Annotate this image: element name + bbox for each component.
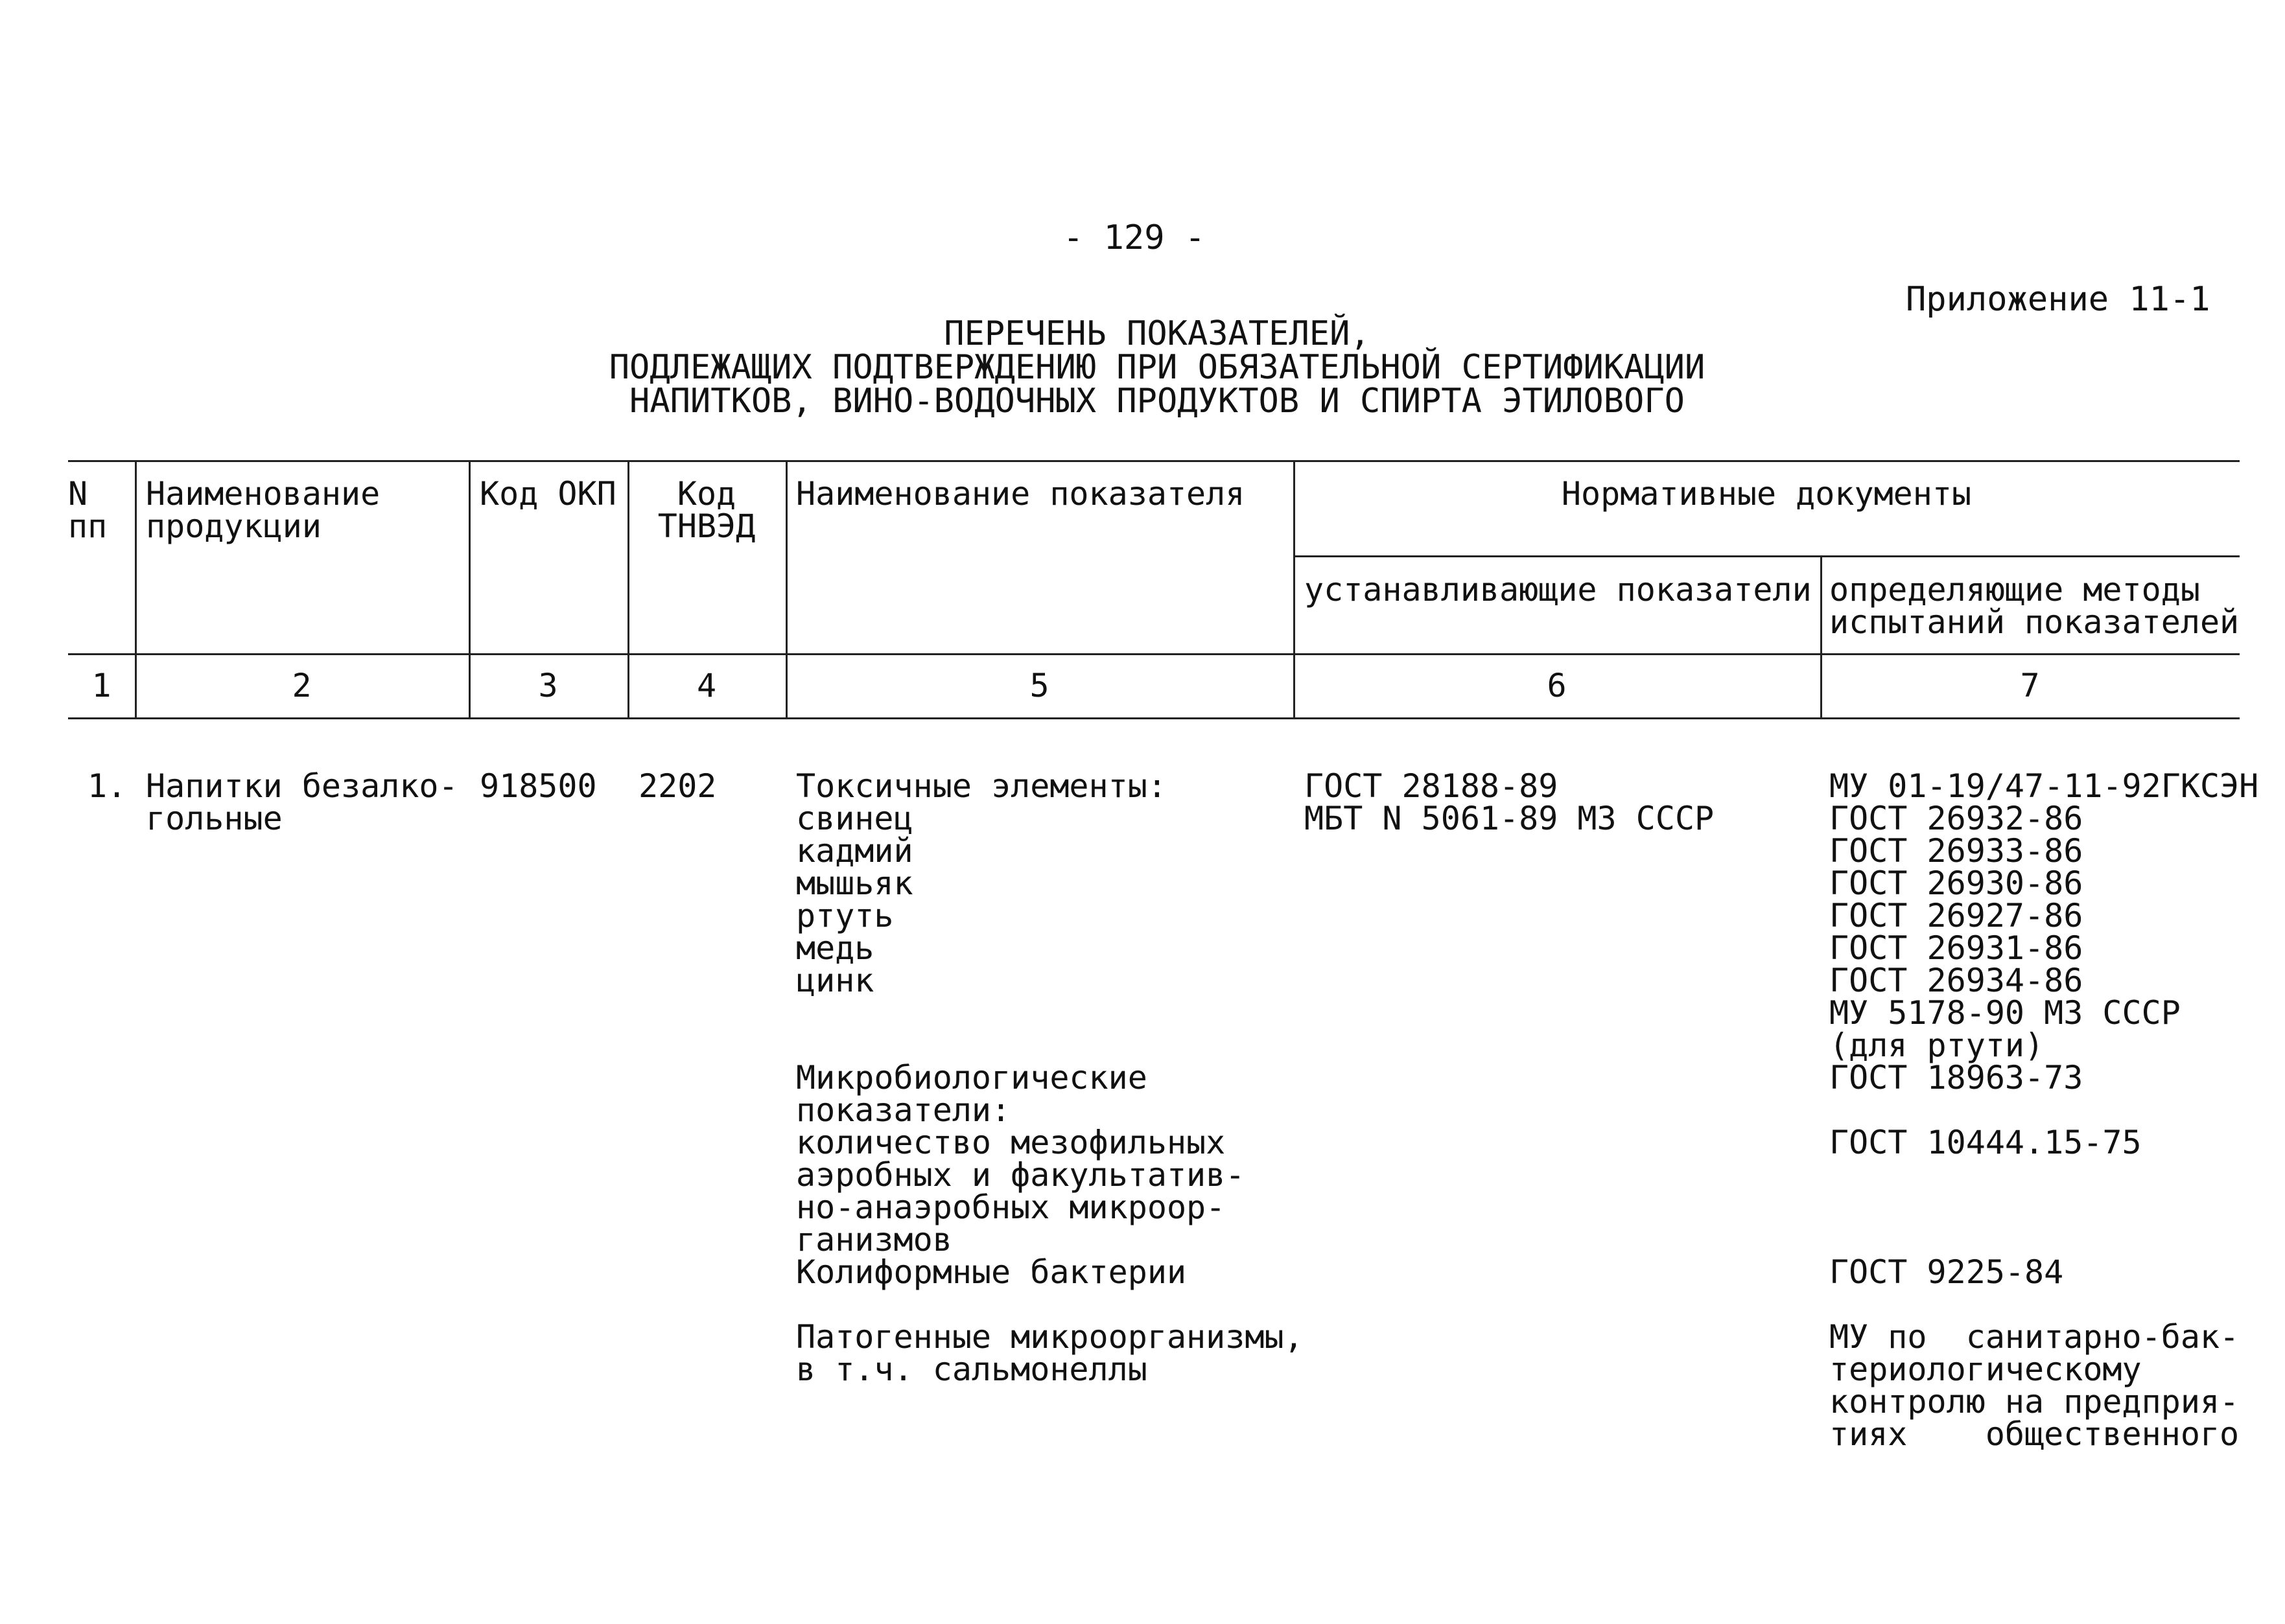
indicator-line: ганизмов [796, 1221, 952, 1259]
header-product-line-2: продукции [146, 507, 322, 545]
colnum-5: 5 [1029, 667, 1049, 704]
header-product [146, 475, 381, 545]
header-bottom-border [68, 653, 2240, 655]
method-line: ГОСТ 9225-84 [1829, 1253, 2064, 1291]
document-title-line-3: НАПИТКОВ, ВИНО-ВОДОЧНЫХ ПРОДУКТОВ И СПИРТА ЭТИЛОВОГО [629, 382, 1685, 421]
header-tnved-line-1: Код [677, 475, 736, 513]
header-num-line-2: пп [68, 507, 108, 545]
method-line: МУ 01-19/47-11-92ГКСЭН [1829, 767, 2259, 805]
colnum-2: 2 [292, 667, 312, 704]
method-line [1829, 1159, 2258, 1191]
method-line: МУ 5178-90 МЗ СССР [1829, 994, 2181, 1032]
indicator-line: Токсичные элементы: [796, 767, 1167, 805]
method-line: ГОСТ 26933-86 [1829, 832, 2083, 870]
row-indicators [796, 767, 1304, 1388]
document-title-line-2: ПОДЛЕЖАЩИХ ПОДТВЕРЖДЕНИЮ ПРИ ОБЯЗАТЕЛЬНОЙ СЕРТИФИКАЦИИ [609, 348, 1705, 387]
header-establishing: устанавливающие показатели [1304, 571, 1812, 609]
establishing-line: МБТ N 5061-89 МЗ СССР [1304, 800, 1715, 837]
method-line: (для ртути) [1829, 1027, 2045, 1064]
indicator-line: количество мезофильных [796, 1124, 1226, 1161]
method-line [1829, 1288, 2258, 1321]
indicator-line: ртуть [796, 897, 894, 934]
indicator-line: Колиформные бактерии [796, 1253, 1187, 1291]
method-line: контролю на предприя- [1829, 1383, 2240, 1421]
method-line: териологическому [1829, 1351, 2142, 1388]
colnum-7: 7 [2020, 667, 2040, 704]
header-methods [1829, 571, 2240, 641]
method-line: тиях общественного [1829, 1415, 2240, 1453]
indicator-line: свинец [796, 800, 913, 837]
colnum-3: 3 [538, 667, 558, 704]
normdocs-sub-border [1293, 555, 2240, 557]
indicator-line: цинк [796, 962, 874, 999]
row-num: 1. [88, 767, 127, 805]
indicator-line: показатели: [796, 1091, 1011, 1129]
table-top-border [68, 460, 2240, 462]
indicator-line: Патогенные микроорганизмы, [796, 1318, 1304, 1356]
method-line: ГОСТ 26934-86 [1829, 962, 2083, 999]
method-line: ГОСТ 26927-86 [1829, 897, 2083, 934]
colnum-6: 6 [1547, 667, 1567, 704]
header-tnved-line-2: ТНВЭД [657, 507, 756, 545]
indicator-line: Микробиологические [796, 1059, 1147, 1096]
indicator-line: но-анаэробных микроор- [796, 1189, 1226, 1226]
method-line [1829, 1094, 2258, 1126]
header-okp: Код ОКП [480, 475, 616, 513]
method-line: ГОСТ 26930-86 [1829, 864, 2083, 902]
indicator-line [796, 997, 1304, 1029]
method-line [1829, 1224, 2258, 1256]
establishing-line: ГОСТ 28188-89 [1304, 767, 1558, 805]
indicator-line: медь [796, 929, 874, 967]
row-establishing [1304, 767, 1715, 837]
colnum-bottom-border [68, 717, 2240, 719]
header-normdocs: Нормативные документы [1561, 475, 1972, 513]
header-indicator: Наименование показателя [796, 475, 1245, 513]
row-product-line-2: гольные [146, 800, 283, 837]
method-line: ГОСТ 18963-73 [1829, 1059, 2083, 1096]
indicator-line: кадмий [796, 832, 913, 870]
indicator-line: в т.ч. сальмонеллы [796, 1351, 1147, 1388]
header-tnved [627, 475, 786, 545]
header-num-line-1: N [68, 475, 88, 513]
indicator-line: аэробных и факультатив- [796, 1156, 1245, 1194]
colnum-4: 4 [696, 667, 717, 704]
header-num [68, 475, 108, 545]
row-tnved: 2202 [639, 767, 717, 805]
row-methods [1829, 767, 2259, 1453]
method-line [1829, 1191, 2258, 1224]
header-methods-line-1: определяющие методы [1829, 571, 2200, 609]
row-okp: 918500 [480, 767, 597, 805]
appendix-label: Приложение 11-1 [1906, 280, 2210, 319]
row-product [146, 767, 458, 837]
indicator-line [796, 1288, 1304, 1321]
method-line: ГОСТ 26931-86 [1829, 929, 2083, 967]
header-product-line-1: Наименование [146, 475, 381, 513]
row-product-line-1: Напитки безалко- [146, 767, 458, 805]
document-title-line-1: ПЕРЕЧЕНЬ ПОКАЗАТЕЛЕЙ, [944, 314, 1370, 353]
indicator-line [796, 1029, 1304, 1061]
header-methods-line-2: испытаний показателей [1829, 603, 2240, 641]
method-line: МУ по санитарно-бак- [1829, 1318, 2240, 1356]
method-line: ГОСТ 10444.15-75 [1829, 1124, 2142, 1161]
method-line: ГОСТ 26932-86 [1829, 800, 2083, 837]
colnum-1: 1 [91, 667, 111, 704]
indicator-line: мышьяк [796, 864, 913, 902]
page-number: - 129 - [1063, 218, 1206, 257]
